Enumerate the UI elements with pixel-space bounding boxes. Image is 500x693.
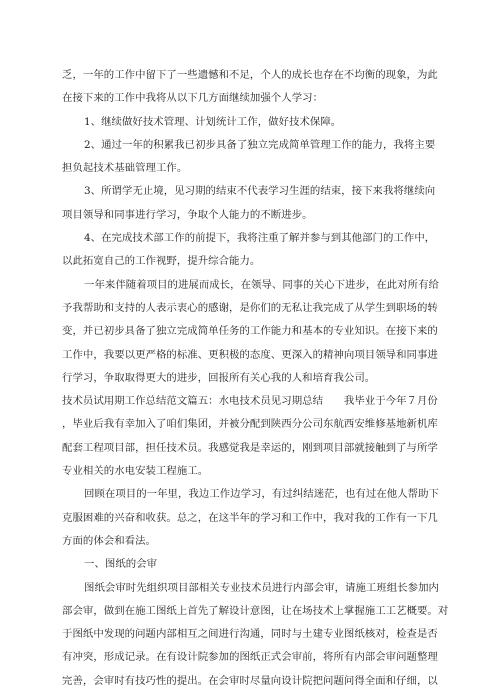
text-line: 有冲突，形成记录。在有设计院参加的图纸正式会审前，将所有内部会审问题整理 <box>62 651 438 664</box>
text-line: 行学习，争取取得更大的进步，回报所有关心我的人和培育我公司。 <box>62 371 376 384</box>
text-line: 变，并已初步具备了独立完成简单任务的工作能力和基本的专业知识。在接下来的 <box>62 325 438 338</box>
list-item-4: 4、在完成技术部工作的前提下，我将注重了解并参与到其他部门的工作中， <box>84 232 436 245</box>
text-line: 完善，会审时有技巧性的提出。在会审时尽量向设计院把问题问得全面和仔细，以 <box>62 674 438 687</box>
text-line: 克服困难的兴奋和收获。总之，在这半年的学习和工作中，我对我的工作有一下几 <box>62 511 438 524</box>
text-line: 以此拓宽自己的工作视野，提升综合能力。 <box>62 255 261 268</box>
text-line: 配套工程项目部，担任技术员。我感觉我是幸运的，刚到项目部就接触到了与所学 <box>62 441 438 454</box>
text-line: 乏，一年的工作中留下了一些遗憾和不足，个人的成长也存在不均衡的现象，为此 <box>62 69 438 81</box>
text-line: 项目领导和同事进行学习，争取个人能力的不断进步。 <box>62 208 313 221</box>
text-line: 专业相关的水电安装工程施工。 <box>62 465 209 478</box>
paragraph-start: 回顾在项目的一年里，我边工作边学习，有过纠结迷茫，也有过在他人帮助下 <box>84 488 439 501</box>
section-heading-line: 技术员试用期工作总结范文篇五：水电技术员见习期总结 我毕业于今年７月份 <box>62 395 438 408</box>
list-item-2: 2、通过一年的积累我已初步具备了独立完成简单管理工作的能力，我将主要 <box>84 138 436 151</box>
subheading: 一、图纸的会审 <box>84 558 158 571</box>
text-line: 在接下来的工作中我将从以下几方面继续加强个人学习： <box>62 92 324 105</box>
paragraph-start: 一年来伴随着项目的进展而成长，在领导、同事的关心下进步，在此对所有给 <box>84 278 439 291</box>
text-line: ，毕业后我有幸加入了咱们集团，并被分配到陕西分公司东航西安维修基地新机库 <box>62 418 438 431</box>
text-line: 工作中，我要以更严格的标准、更积极的态度、更深入的精神向项目领导和同事进 <box>62 348 438 361</box>
text-line: 方面的体会和看法。 <box>62 534 156 547</box>
paragraph-start: 图纸会审时先组织项目部相关专业技术员进行内部会审，请施工班组长参加内 <box>84 581 439 594</box>
text-line: 予我帮助和支持的人表示衷心的感谢，是你们的无私让我完成了从学生到职场的转 <box>62 301 438 314</box>
list-item-3: 3、所谓学无止境，见习期的结束不代表学习生涯的结束，接下来我将继续向 <box>84 185 436 198</box>
text-line: 担负起技术基础管理工作。 <box>62 162 188 175</box>
text-line: 部会审，做到在施工图纸上首先了解设计意图，让在场技术上掌握施工工艺概要。对 <box>62 604 449 617</box>
text-line: 于图纸中发现的问题内部相互之间进行沟通，同时与土建专业图纸核对，检查是否 <box>62 628 438 641</box>
list-item-1: 1、继续做好技术管理、计划统计工作，做好技术保障。 <box>84 115 342 128</box>
